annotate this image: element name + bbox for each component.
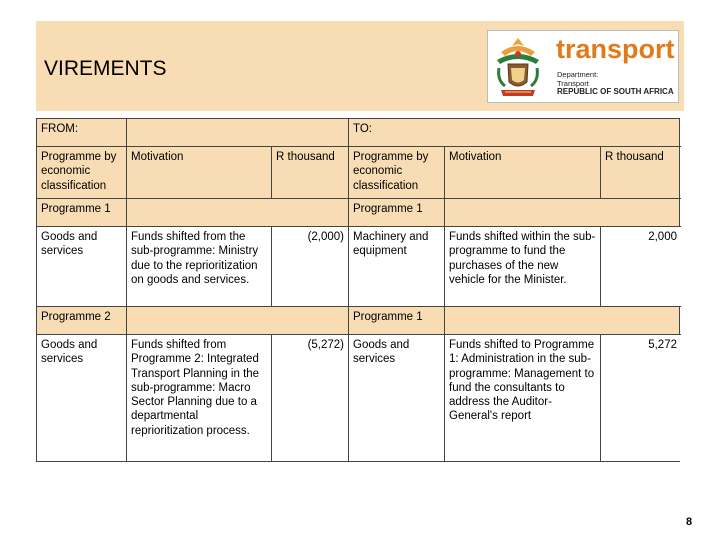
programme-spacer [445,199,681,227]
to-programme-cell: Programme 1 [349,307,445,335]
coat-of-arms-icon [491,34,545,101]
from-item-cell: Goods and services [37,335,127,461]
col-header-from-amount: R thousand [272,147,349,199]
header-spacer-from [127,119,349,147]
col-header-to-programme: Programme by economic classification [349,147,445,199]
logo-wordmark: transport [556,34,675,64]
logo-department-text: Department: Transport REPUBLIC OF SOUTH AFRICA [557,70,674,96]
department-logo [487,30,679,103]
page-number: 8 [686,516,693,528]
col-header-from-motivation: Motivation [127,147,272,199]
from-programme-cell: Programme 1 [37,199,127,227]
from-programme-cell: Programme 2 [37,307,127,335]
to-motivation-cell: Funds shifted to Programme 1: Administration in the sub-programme: Management to fund the consultants to address the Auditor-General's report [445,335,601,461]
to-label-cell: TO: [349,119,681,147]
from-amount-cell: (2,000) [272,227,349,307]
virements-table [36,118,680,462]
to-item-cell: Goods and services [349,335,445,461]
col-header-to-motivation: Motivation [445,147,601,199]
from-motivation-cell: Funds shifted from Programme 2: Integrated Transport Planning in the sub-programme: Macro Sector Planning due to a departmental reprioritization process. [127,335,272,461]
to-amount-cell: 5,272 [601,335,681,461]
from-motivation-cell: Funds shifted from the sub-programme: Ministry due to the reprioritization on goods and services. [127,227,272,307]
from-item-cell: Goods and services [37,227,127,307]
page-title: VIREMENTS [44,57,167,80]
to-amount-cell: 2,000 [601,227,681,307]
from-amount-cell: (5,272) [272,335,349,461]
to-item-cell: Machinery and equipment [349,227,445,307]
col-header-to-amount: R thousand [601,147,681,199]
slide-header [36,21,684,111]
to-programme-cell: Programme 1 [349,199,445,227]
programme-spacer [445,307,681,335]
programme-spacer [127,199,349,227]
col-header-from-programme: Programme by economic classification [37,147,127,199]
from-label-cell: FROM: [37,119,127,147]
to-motivation-cell: Funds shifted within the sub- programme to fund the purchases of the new vehicle for the Minister. [445,227,601,307]
programme-spacer [127,307,349,335]
